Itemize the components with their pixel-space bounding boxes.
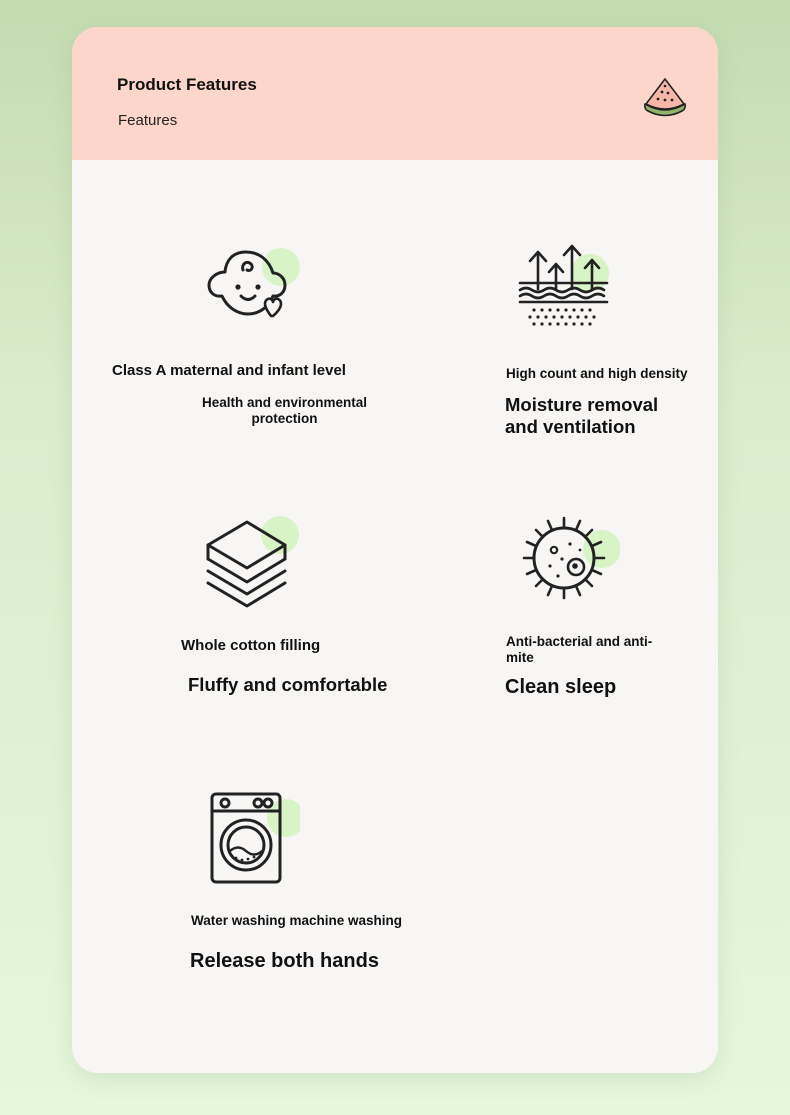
feature-1-detail: Health and environmental protection bbox=[201, 395, 368, 427]
feature-5-detail: Release both hands bbox=[190, 950, 379, 972]
card-header bbox=[72, 27, 718, 160]
feature-3-detail: Fluffy and comfortable bbox=[188, 674, 388, 695]
stacked-layers-icon bbox=[195, 509, 305, 609]
feature-2-label: High count and high density bbox=[506, 366, 688, 381]
feature-5-label: Water washing machine washing bbox=[191, 913, 403, 928]
page-title: Product Features bbox=[117, 75, 257, 94]
features-card bbox=[72, 27, 718, 1073]
breathable-fabric-arrows-icon bbox=[504, 235, 614, 335]
feature-4-detail: Clean sleep bbox=[505, 676, 617, 698]
feature-2-detail: Moisture removal and ventilation bbox=[505, 394, 659, 438]
feature-1-label: Class A maternal and infant level bbox=[112, 362, 346, 379]
feature-4-label: Anti-bacterial and anti-mite bbox=[506, 634, 653, 666]
baby-face-heart-icon bbox=[195, 240, 305, 340]
page-subtitle: Features bbox=[118, 112, 178, 129]
bacteria-icon bbox=[510, 512, 620, 612]
washing-machine-icon bbox=[190, 789, 300, 889]
watermelon-slice-icon bbox=[642, 72, 688, 118]
feature-3-label: Whole cotton filling bbox=[181, 637, 321, 654]
